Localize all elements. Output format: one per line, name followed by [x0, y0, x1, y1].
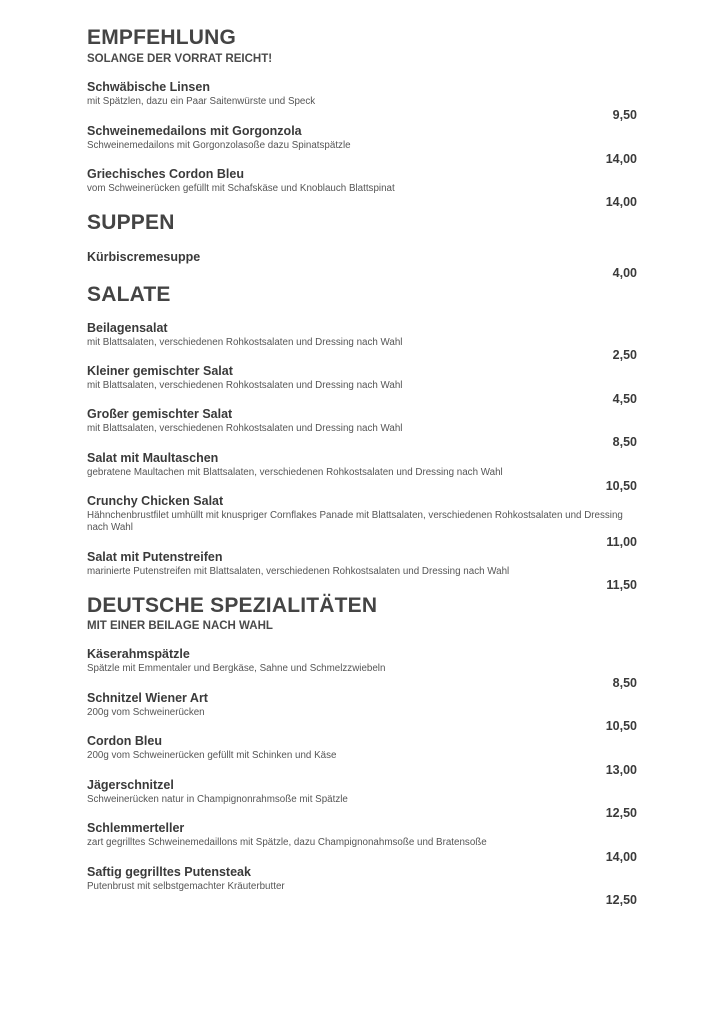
item-description: mit Blattsalaten, verschiedenen Rohkostsalaten und Dressing nach Wahl	[87, 337, 403, 348]
item-price: 11,50	[606, 578, 637, 592]
item-name: Großer gemischter Salat	[87, 407, 233, 421]
section-title-suppen: SUPPEN	[87, 211, 175, 234]
item-price: 14,00	[605, 850, 637, 864]
item-description: mit Spätzlen, dazu ein Paar Saitenwürste und Speck	[87, 96, 316, 107]
item-name: Beilagensalat	[87, 321, 168, 335]
menu-item	[87, 865, 639, 893]
item-name: Griechisches Cordon Bleu	[87, 167, 244, 181]
section-subtitle-deutsche-spezialitaeten: MIT EINER BEILAGE NACH WAHL	[87, 620, 273, 632]
item-price: 14,00	[605, 152, 637, 166]
item-name: Saftig gegrilltes Putensteak	[87, 865, 251, 879]
item-name: Schlemmerteller	[87, 821, 185, 835]
menu-item	[87, 407, 639, 435]
item-description: 200g vom Schweinerücken gefüllt mit Schinken und Käse	[87, 750, 337, 761]
menu-item	[87, 821, 639, 849]
item-description: Spätzle mit Emmentaler und Bergkäse, Sahne und Schmelzzwiebeln	[87, 663, 386, 674]
menu-item	[87, 124, 639, 152]
menu-item	[87, 250, 639, 265]
item-price: 14,00	[605, 195, 637, 209]
item-price: 12,50	[605, 806, 637, 820]
item-description: zart gegrilltes Schweinemedaillons mit Spätzle, dazu Champignonahmsoße und Bratensoße	[87, 837, 487, 848]
menu-item	[87, 80, 639, 108]
item-description: Hähnchenbrustfilet umhüllt mit knuspriger Cornflakes Panade mit Blattsalaten, verschiedenen Rohkostsalaten und Dressing nach Wahl	[87, 510, 623, 533]
item-price: 2,50	[612, 348, 637, 362]
item-description: Schweinemedailons mit Gorgonzolasoße dazu Spinatspätzle	[87, 140, 351, 151]
item-name: Kleiner gemischter Salat	[87, 364, 233, 378]
item-name: Schnitzel Wiener Art	[87, 691, 208, 705]
item-description: mit Blattsalaten, verschiedenen Rohkostsalaten und Dressing nach Wahl	[87, 380, 403, 391]
item-name: Cordon Bleu	[87, 734, 162, 748]
item-price: 13,00	[605, 763, 637, 777]
item-price: 4,00	[612, 266, 637, 280]
item-price: 8,50	[612, 435, 637, 449]
item-description: gebratene Maultachen mit Blattsalaten, verschiedenen Rohkostsalaten und Dressing nach Wahl	[87, 467, 503, 478]
menu-item	[87, 778, 639, 806]
item-name: Schwäbische Linsen	[87, 80, 210, 94]
menu-item	[87, 321, 639, 349]
menu-item	[87, 167, 639, 195]
item-price: 11,00	[606, 535, 637, 549]
section-title-empfehlung: EMPFEHLUNG	[87, 26, 236, 49]
item-name: Crunchy Chicken Salat	[87, 494, 224, 508]
item-description: Schweinerücken natur in Champignonrahmsoße mit Spätzle	[87, 794, 348, 805]
item-name: Kürbiscremesuppe	[87, 250, 201, 264]
item-price: 10,50	[605, 719, 637, 733]
section-title-salate: SALATE	[87, 283, 171, 306]
item-description: vom Schweinerücken gefüllt mit Schafskäse und Knoblauch Blattspinat	[87, 183, 395, 194]
item-price: 9,50	[612, 108, 637, 122]
item-name: Schweinemedailons mit Gorgonzola	[87, 124, 302, 138]
item-price: 12,50	[605, 893, 637, 907]
item-price: 10,50	[605, 479, 637, 493]
menu-item	[87, 451, 639, 479]
item-name: Jägerschnitzel	[87, 778, 174, 792]
item-description: 200g vom Schweinerücken	[87, 707, 205, 718]
item-name: Salat mit Putenstreifen	[87, 550, 223, 564]
section-title-deutsche-spezialitaeten: DEUTSCHE SPEZIALITÄTEN	[87, 594, 378, 617]
item-description: mit Blattsalaten, verschiedenen Rohkostsalaten und Dressing nach Wahl	[87, 423, 403, 434]
menu-item	[87, 734, 639, 762]
menu-item	[87, 494, 639, 534]
menu-item	[87, 647, 639, 675]
item-name: Käserahmspätzle	[87, 647, 190, 661]
item-description: Putenbrust mit selbstgemachter Kräuterbutter	[87, 881, 285, 892]
menu-item	[87, 364, 639, 392]
item-price: 4,50	[612, 392, 637, 406]
item-description: marinierte Putenstreifen mit Blattsalaten, verschiedenen Rohkostsalaten und Dressing nach Wahl	[87, 566, 510, 577]
section-subtitle-empfehlung: SOLANGE DER VORRAT REICHT!	[87, 53, 273, 65]
menu-item	[87, 691, 639, 719]
item-price: 8,50	[612, 676, 637, 690]
item-name: Salat mit Maultaschen	[87, 451, 219, 465]
menu-item	[87, 550, 639, 578]
